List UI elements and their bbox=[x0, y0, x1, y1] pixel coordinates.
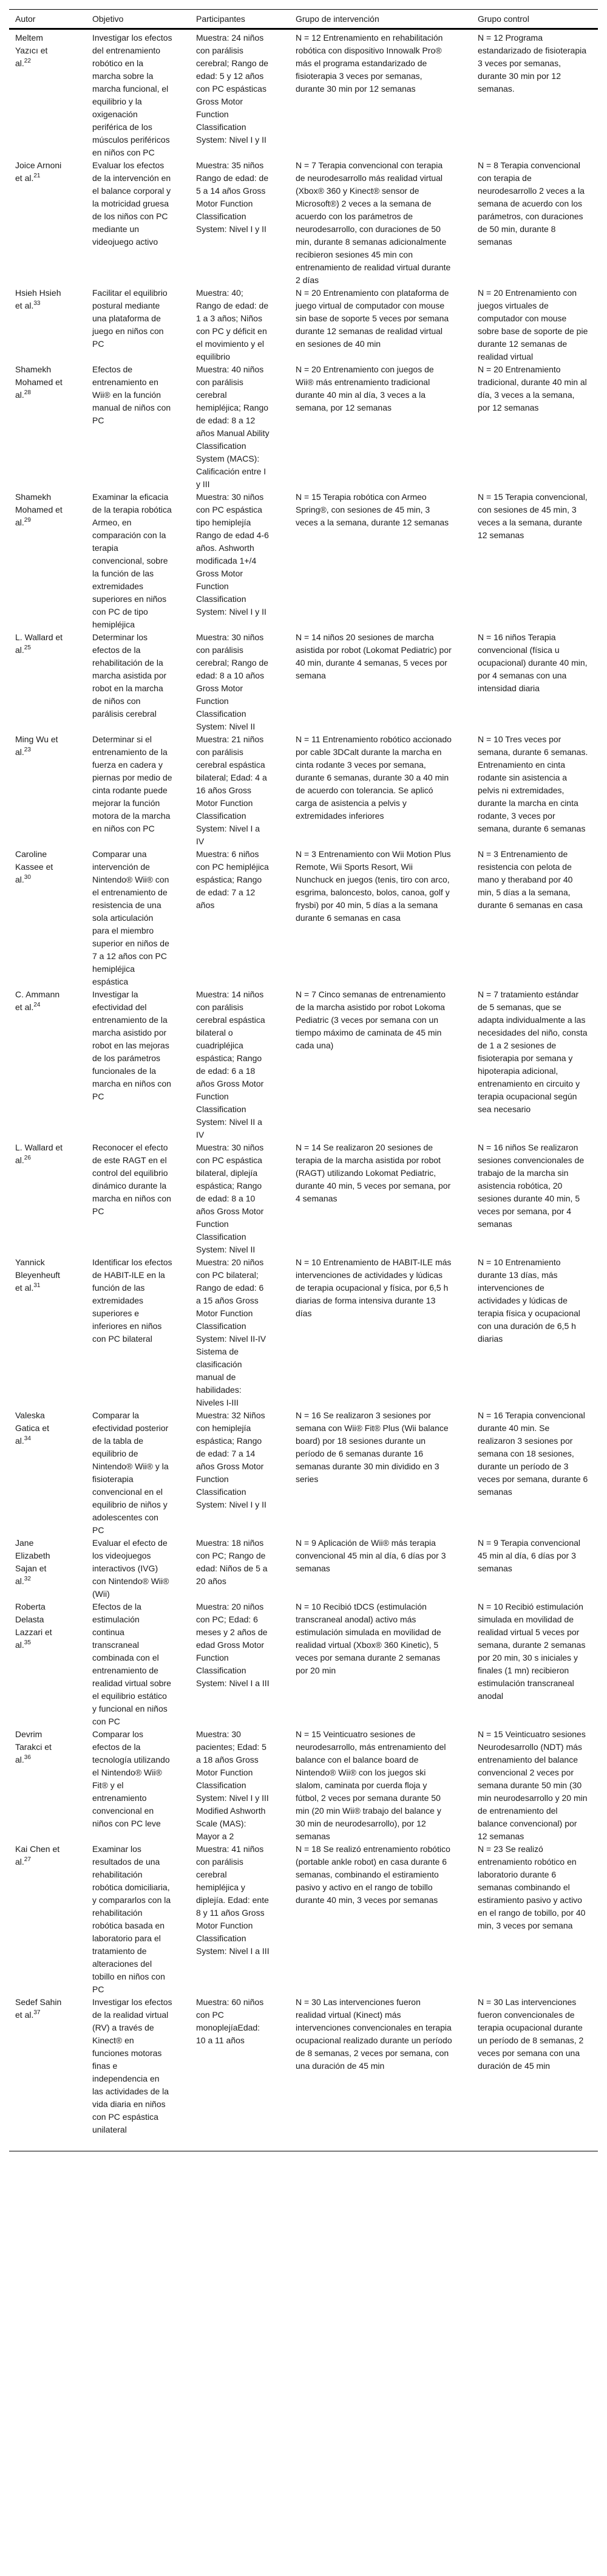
cell-participantes: Muestra: 21 niños con parálisis cerebral espástica bilateral; Edad: 4 a 16 años Gross Motor Function Classification System: Nivel I a IV bbox=[196, 734, 267, 846]
header-grupo-control: Grupo control bbox=[478, 13, 529, 24]
author-name: Caroline Kassee et al. bbox=[15, 849, 53, 884]
author-name: Ming Wu et al. bbox=[15, 734, 58, 757]
cell-objetivo: Comparar una intervención de Nintendo® Wii® con el entrenamiento de resistencia de una sola articulación para el miembro superior en niños de 7 a 12 años con PC hemipléjica espástica bbox=[92, 849, 169, 986]
table-row bbox=[9, 29, 598, 160]
cell-objetivo: Examinar la eficacia de la terapia robótica Armeo, en comparación con la terapia convencional, sobre la función de las extremidades superiores en niños con PC de tipo hemipléjica bbox=[92, 492, 172, 629]
cell-objetivo: Efectos de la estimulación continua transcraneal combinada con el entrenamiento de realidad virtual sobre el equilibrio estático y funcional en niños con PC bbox=[92, 1602, 171, 1726]
author-name: L. Wallard et al. bbox=[15, 1143, 63, 1165]
cell-grupo-control: N = 16 Terapia convencional durante 40 min. Se realizaron 3 sesiones por semana con 18 sesiones, durante un período de 3 veces por semana, durante 6 semanas bbox=[478, 1410, 588, 1497]
cell-autor bbox=[9, 491, 92, 631]
author-name: Hsieh Hsieh et al. bbox=[15, 288, 61, 310]
author-name: Shamekh Mohamed et al. bbox=[15, 364, 63, 400]
cell-participantes: Muestra: 32 Niños con hemiplejía espástica; Rango de edad: 7 a 14 años Gross Motor Function Classification System: Nivel I y II bbox=[196, 1410, 266, 1509]
cell-grupo-control: N = 20 Entrenamiento tradicional, durante 40 min al día, 3 veces a la semana, por 12 semanas bbox=[478, 364, 587, 412]
author-name: Sedef Sahin et al. bbox=[15, 1997, 62, 2020]
cell-grupo-intervencion: N = 16 Se realizaron 3 sesiones por semana con Wii® Fit® Plus (Wii balance board) por 18 sesiones durante un período de 6 semanas durante 16 semanas durante 30 min dividido en 3 series bbox=[296, 1410, 449, 1484]
cell-objetivo: Investigar los efectos de la realidad virtual (RV) a través de Kinect® en funciones motoras finas e independencia en las actividades de la vida diaria en niños con PC espástica unilateral bbox=[92, 1997, 172, 2134]
author-name: C. Ammann et al. bbox=[15, 989, 60, 1012]
table-row bbox=[9, 1409, 598, 1537]
reference-number: 25 bbox=[24, 644, 31, 651]
header-autor: Autor bbox=[15, 13, 36, 24]
table-row bbox=[9, 1996, 598, 2151]
cell-grupo-intervencion: N = 10 Recibió tDCS (estimulación transcraneal anodal) activo más estimulación simulada en movilidad de realidad virtual (Xbox® 360 Kinetic), 5 veces por semana durante 2 semanas por 20 min bbox=[296, 1602, 441, 1675]
cell-participantes: Muestra: 40 niños con parálisis cerebral hemipléjica; Rango de edad: 8 a 12 años Manual Ability Classification System (MACS): Calificación entre I y III bbox=[196, 364, 270, 489]
cell-grupo-intervencion: N = 11 Entrenamiento robótico accionado por cable 3DCalt durante la marcha en cinta rodante 3 veces por semana, durante 6 semanas, durante 30 a 40 min de acuerdo con tolerancia. Se aplicó carga de asistencia a pelvis y extremidades inferiores bbox=[296, 734, 452, 821]
cell-autor bbox=[9, 1728, 92, 1843]
reference-number: 28 bbox=[24, 389, 31, 396]
table-row bbox=[9, 1728, 598, 1843]
cell-objetivo: Examinar los resultados de una rehabilitación robótica domiciliaria, y compararlos con la rehabilitación robótica basada en laboratorio para el tratamiento de alteraciones del tobillo en niños con PC bbox=[92, 1844, 171, 1994]
cell-grupo-intervencion: N = 7 Terapia convencional con terapia de neurodesarrollo más realidad virtual (Xbox® 360 y Kinect® sensor de Microsoft®) 2 veces a la semana de acuerdo con los parámetros de neurodesarrollo, con duraciones de 50 min, durante 8 semanas adicionalmente recibieron sesiones 45 min con entrenamiento de realidad virtual durante 2 días bbox=[296, 160, 451, 285]
author-name: Kai Chen et al. bbox=[15, 1844, 60, 1867]
header-grupo-intervencion: Grupo de intervención bbox=[296, 13, 379, 24]
cell-objetivo: Reconocer el efecto de este RAGT en el control del equilibrio dinámico durante la marcha en niños con PC bbox=[92, 1143, 171, 1216]
cell-participantes: Muestra: 18 niños con PC; Rango de edad: Niños de 5 a 20 años bbox=[196, 1538, 268, 1586]
cell-grupo-control: N = 15 Veinticuatro sesiones Neurodesarrollo (NDT) más entrenamiento del balance convencional 2 veces por semana durante 50 min (30 min neurodesarrollo y 20 min de entrenamiento del balance convencional) por 12 semanas bbox=[478, 1729, 588, 1841]
table-row bbox=[9, 1601, 598, 1728]
cell-autor bbox=[9, 1256, 92, 1409]
cell-participantes: Muestra: 30 niños con PC espástica bilateral, diplejía espástica; Rango de edad: 8 a 10 años Gross Motor Function Classification System: Nivel II bbox=[196, 1143, 264, 1254]
reference-number: 31 bbox=[33, 1282, 41, 1289]
cell-autor bbox=[9, 1409, 92, 1537]
author-name: Jane Elizabeth Sajan et al. bbox=[15, 1538, 50, 1586]
table-row bbox=[9, 287, 598, 363]
cell-grupo-intervencion: N = 3 Entrenamiento con Wii Motion Plus Remote, Wii Sports Resort, Wii Nunchuck en juegos (tenis, tiro con arco, esgrima, baloncesto, bolos, canoa, golf y frysbi) por 40 min, 5 días a la semana durante 6 semanas en casa bbox=[296, 849, 451, 923]
author-name: Roberta Delasta Lazzari et al. bbox=[15, 1602, 52, 1650]
reference-number: 36 bbox=[24, 1754, 31, 1761]
cell-participantes: Muestra: 60 niños con PC monoplejíaEdad: 10 a 11 años bbox=[196, 1997, 264, 2045]
cell-grupo-intervencion: N = 14 Se realizaron 20 sesiones de terapia de la marcha asistida por robot (RAGT) utilizando Lokomat Pediatric, durante 40 min, 5 veces por semana, por 4 semanas bbox=[296, 1143, 451, 1203]
cell-grupo-intervencion: N = 18 Se realizó entrenamiento robótico (portable ankle robot) en casa durante 6 semanas, combinando el estiramiento pasivo y activo en el rango de tobillo durante 40 min, 3 veces por semanas bbox=[296, 1844, 450, 1905]
cell-objetivo: Efectos de entrenamiento en Wii® en la función manual de niños con PC bbox=[92, 364, 171, 425]
cell-participantes: Muestra: 24 niños con parálisis cerebral; Rango de edad: 5 y 12 años con PC espásticas Gross Motor Function Classification System: Nivel I y II bbox=[196, 33, 269, 145]
cell-grupo-control: N = 8 Terapia convencional con terapia de neurodesarrollo 2 veces a la semana de acuerdo con los parámetros, con duraciones de 50 min, durante 8 semanas bbox=[478, 160, 585, 247]
reference-number: 29 bbox=[24, 517, 31, 524]
table-row bbox=[9, 363, 598, 491]
table-header-row bbox=[9, 10, 598, 29]
cell-autor bbox=[9, 29, 92, 160]
cell-objetivo: Evaluar el efecto de los videojuegos interactivos (IVG) con Nintendo® Wii® (Wii) bbox=[92, 1538, 169, 1599]
cell-grupo-intervencion: N = 20 Entrenamiento con plataforma de juego virtual de computador con mouse sin base de soporte 5 veces por semana durante 12 semanas de realidad virtual en sesiones de 40 min bbox=[296, 288, 449, 349]
author-name: L. Wallard et al. bbox=[15, 632, 63, 655]
cell-grupo-control: N = 10 Recibió estimulación simulada en movilidad de realidad virtual 5 veces por semana, durante 2 semanas por 20 min, 30 s iniciales y finales (1 mn) recibieron estimulación transcraneal anodal bbox=[478, 1602, 586, 1701]
cell-autor bbox=[9, 1601, 92, 1728]
cell-participantes: Muestra: 14 niños con parálisis cerebral espástica bilateral o cuadripléjica espástica; Rango de edad: 6 a 18 años Gross Motor Function Classification System: Nivel II a IV bbox=[196, 989, 265, 1139]
cell-participantes: Muestra: 20 niños con PC; Edad: 6 meses y 2 años de edad Gross Motor Function Classification System: Nivel I a III bbox=[196, 1602, 270, 1688]
cell-grupo-control: N = 7 tratamiento estándar de 5 semanas, que se adapta individualmente a las necesidades del niño, consta de 1 a 2 sesiones de fisioterapia por semana y hipoterapia adicional, entrenamiento en circuito y terapia ocupacional según sea necesario bbox=[478, 989, 588, 1114]
reference-number: 34 bbox=[24, 1435, 31, 1442]
cell-grupo-control: N = 16 niños Se realizaron sesiones convencionales de trabajo de la marcha sin asistencia robótica, 20 sesiones durante 40 min, 5 veces por semana, por 4 semanas bbox=[478, 1143, 585, 1229]
cell-objetivo: Investigar los efectos del entrenamiento robótico en la marcha sobre la marcha funcional, el equilibrio y la oxigenación periférica de los músculos periféricos en niños con PC bbox=[92, 33, 172, 157]
table-row bbox=[9, 988, 598, 1141]
cell-participantes: Muestra: 6 niños con PC hemipléjica espástica; Rango de edad: 7 a 12 años bbox=[196, 849, 269, 910]
reference-number: 22 bbox=[24, 58, 31, 64]
table-row bbox=[9, 159, 598, 287]
cell-autor bbox=[9, 988, 92, 1141]
cell-grupo-intervencion: N = 14 niños 20 sesiones de marcha asistida por robot (Lokomat Pediatric) por 40 min, durante 4 semanas, 5 veces por semana bbox=[296, 632, 452, 680]
table-row bbox=[9, 1141, 598, 1256]
cell-objetivo: Investigar la efectividad del entrenamiento de la marcha asistido por robot en las mejoras de los parámetros funcionales de la marcha en niños con PC bbox=[92, 989, 171, 1101]
cell-objetivo: Evaluar los efectos de la intervención en el balance corporal y la motricidad gruesa de los niños con PC mediante un videojuego activo bbox=[92, 160, 171, 247]
reference-number: 35 bbox=[24, 1639, 31, 1646]
table-row bbox=[9, 1256, 598, 1409]
author-name: Meltem Yazıcı et al. bbox=[15, 33, 48, 68]
table-row bbox=[9, 733, 598, 848]
header-objetivo: Objetivo bbox=[92, 13, 124, 24]
reference-number: 27 bbox=[24, 1856, 31, 1863]
cell-autor bbox=[9, 1141, 92, 1256]
table-row bbox=[9, 1843, 598, 1996]
header-participantes: Participantes bbox=[196, 13, 245, 24]
cell-grupo-intervencion: N = 9 Aplicación de Wii® más terapia convencional 45 min al día, 6 días por 3 semanas bbox=[296, 1538, 446, 1573]
cell-grupo-intervencion: N = 15 Terapia robótica con Armeo Spring®, con sesiones de 45 min, 3 veces a la semana, durante 12 semanas bbox=[296, 492, 449, 527]
reference-number: 21 bbox=[33, 173, 41, 179]
cell-autor bbox=[9, 733, 92, 848]
cell-objetivo: Comparar los efectos de la tecnología utilizando el Nintendo® Wii® Fit® y el entrenamiento convencional en niños con PC leve bbox=[92, 1729, 170, 1828]
author-name: Yannick Bleyenheuft et al. bbox=[15, 1257, 60, 1293]
author-name: Shamekh Mohamed et al. bbox=[15, 492, 63, 527]
cell-grupo-control: N = 10 Tres veces por semana, durante 6 semanas. Entrenamiento en cinta rodante sin asistencia a pelvis ni extremidades, durante la marcha en cinta rodante, 3 veces por semana, durante 6 semanas bbox=[478, 734, 588, 833]
cell-grupo-control: N = 9 Terapia convencional 45 min al día, 6 días por 3 semanas bbox=[478, 1538, 581, 1573]
cell-participantes: Muestra: 35 niños Rango de edad: de 5 a 14 años Gross Motor Function Classification System: Nivel I y II bbox=[196, 160, 269, 234]
cell-objetivo: Determinar los efectos de la rehabilitación de la marcha asistida por robot en la marcha de niños con parálisis cerebral bbox=[92, 632, 167, 719]
cell-grupo-control: N = 3 Entrenamiento de resistencia con pelota de mano y theraband por 40 min, 5 días a la semana, durante 6 semanas en casa bbox=[478, 849, 583, 910]
cell-grupo-intervencion: N = 20 Entrenamiento con juegos de Wii® más entrenamiento tradicional durante 40 min al día, 3 veces a la semana, por 12 semanas bbox=[296, 364, 434, 412]
cell-autor bbox=[9, 848, 92, 988]
cell-autor bbox=[9, 631, 92, 733]
cell-autor bbox=[9, 1996, 92, 2151]
cell-participantes: Muestra: 30 niños con parálisis cerebral; Rango de edad: 8 a 10 años Gross Motor Function Classification System: Nivel II bbox=[196, 632, 269, 731]
reference-number: 33 bbox=[33, 300, 41, 307]
reference-number: 37 bbox=[33, 2009, 41, 2016]
cell-participantes: Muestra: 20 niños con PC bilateral; Rango de edad: 6 a 15 años Gross Motor Function Classification System: Nivel II-IV Sistema de clasificación manual de habilidades: Niveles I-III bbox=[196, 1257, 266, 1407]
cell-grupo-control: N = 23 Se realizó entrenamiento robótico en laboratorio durante 6 semanas combinando el estiramiento pasivo y activo en el rango de tobillo, por 40 min, 3 veces por semana bbox=[478, 1844, 586, 1930]
cell-grupo-control: N = 12 Programa estandarizado de fisioterapia 3 veces por semanas, durante 30 min por 12 semanas. bbox=[478, 33, 587, 94]
reference-number: 30 bbox=[24, 874, 31, 881]
cell-autor bbox=[9, 1843, 92, 1996]
reference-number: 32 bbox=[24, 1576, 31, 1582]
author-name: Joice Arnoni et al. bbox=[15, 160, 62, 183]
cell-grupo-intervencion: N = 15 Veinticuatro sesiones de neurodesarrollo, más entrenamiento del balance con el balance board de Nintendo® Wii® con los juegos ski slalom, caminata por cuerda floja y fútbol, 2 veces por semana durante 50 min (20 min Wii® trabajo del balance y 30 min de neurodesarrollo), por 12 semanas bbox=[296, 1729, 446, 1841]
cell-objetivo: Determinar si el entrenamiento de la fuerza en cadera y piernas por medio de cinta rodante puede mejorar la función motora de la marcha en niños con PC bbox=[92, 734, 172, 833]
cell-participantes: Muestra: 30 pacientes; Edad: 5 a 18 años Gross Motor Function Classification System: Nivel I y III Modified Ashworth Scale (MAS): Mayor a 2 bbox=[196, 1729, 269, 1841]
table-row bbox=[9, 491, 598, 631]
cell-grupo-control: N = 20 Entrenamiento con juegos virtuales de computador con mouse sobre base de soporte de pie durante 12 semanas de realidad virtual bbox=[478, 288, 588, 361]
cell-grupo-control: N = 16 niños Terapia convencional (física u ocupacional) durante 40 min, por 4 semanas con una intensidad diaria bbox=[478, 632, 588, 693]
table-body bbox=[9, 29, 598, 2151]
cell-autor bbox=[9, 1537, 92, 1601]
cell-grupo-intervencion: N = 10 Entrenamiento de HABIT-ILE más intervenciones de actividades y lúdicas de terapia ocupacional y física, por 6,5 h diarias de forma intensiva durante 13 días bbox=[296, 1257, 452, 1318]
cell-grupo-intervencion: N = 7 Cinco semanas de entrenamiento de la marcha asistido por robot Lokoma Pediatric (3 veces por semana con un tiempo máximo de caminata de 45 min cada una) bbox=[296, 989, 446, 1050]
cell-participantes: Muestra: 40; Rango de edad: de 1 a 3 años; Niños con PC y déficit en el movimiento y el equilibrio bbox=[196, 288, 269, 361]
reference-number: 23 bbox=[24, 746, 31, 753]
table-row bbox=[9, 631, 598, 733]
reference-number: 26 bbox=[24, 1155, 31, 1161]
cell-autor bbox=[9, 363, 92, 491]
cell-autor bbox=[9, 159, 92, 287]
studies-table bbox=[9, 9, 598, 2151]
cell-grupo-intervencion: N = 30 Las intervenciones fueron realidad virtual (Kinect) más intervenciones convencionales en terapia ocupacional realizado durante un período de 8 semanas, 2 veces por semana, con una duración de 45 min bbox=[296, 1997, 452, 2071]
cell-objetivo: Facilitar el equilibrio postural mediante una plataforma de juego en niños con PC bbox=[92, 288, 168, 349]
cell-grupo-control: N = 10 Entrenamiento durante 13 días, más intervenciones de actividades y lúdicas de terapia física y ocupacional con una duración de 6,5 h diarias bbox=[478, 1257, 580, 1344]
cell-participantes: Muestra: 41 niños con parálisis cerebral hemipléjica y diplejía. Edad: ente 8 y 11 años Gross Motor Function Classification System: Nivel I a III bbox=[196, 1844, 270, 1956]
cell-grupo-control: N = 30 Las intervenciones fueron convencionales de terapia ocupacional durante un período de 8 semanas, 2 veces por semana con una duración de 45 min bbox=[478, 1997, 584, 2071]
cell-objetivo: Comparar la efectividad posterior de la tabla de equilibrio de Nintendo® Wii® y la fisioterapia convencional en el equilibrio de niños y adolescentes con PC bbox=[92, 1410, 169, 1535]
reference-number: 24 bbox=[33, 1002, 41, 1008]
table-row bbox=[9, 1537, 598, 1601]
cell-autor bbox=[9, 287, 92, 363]
table-row bbox=[9, 848, 598, 988]
cell-participantes: Muestra: 30 niños con PC espástica tipo hemiplejía Rango de edad 4-6 años. Ashworth modificada 1+/4 Gross Motor Function Classification System: Nivel I y II bbox=[196, 492, 269, 617]
author-name: Devrim Tarakci et al. bbox=[15, 1729, 52, 1765]
cell-objetivo: Identificar los efectos de HABIT-ILE en la función de las extremidades superiores e inferiores en niños con PC bilateral bbox=[92, 1257, 172, 1344]
cell-grupo-intervencion: N = 12 Entrenamiento en rehabilitación robótica con dispositivo Innowalk Pro® más el programa estandarizado de fisioterapia 3 veces por semanas, durante 30 min por 12 semanas bbox=[296, 33, 443, 94]
cell-grupo-control: N = 15 Terapia convencional, con sesiones de 45 min, 3 veces a la semana, durante 12 semanas bbox=[478, 492, 588, 540]
author-name: Valeska Gatica et al. bbox=[15, 1410, 50, 1446]
